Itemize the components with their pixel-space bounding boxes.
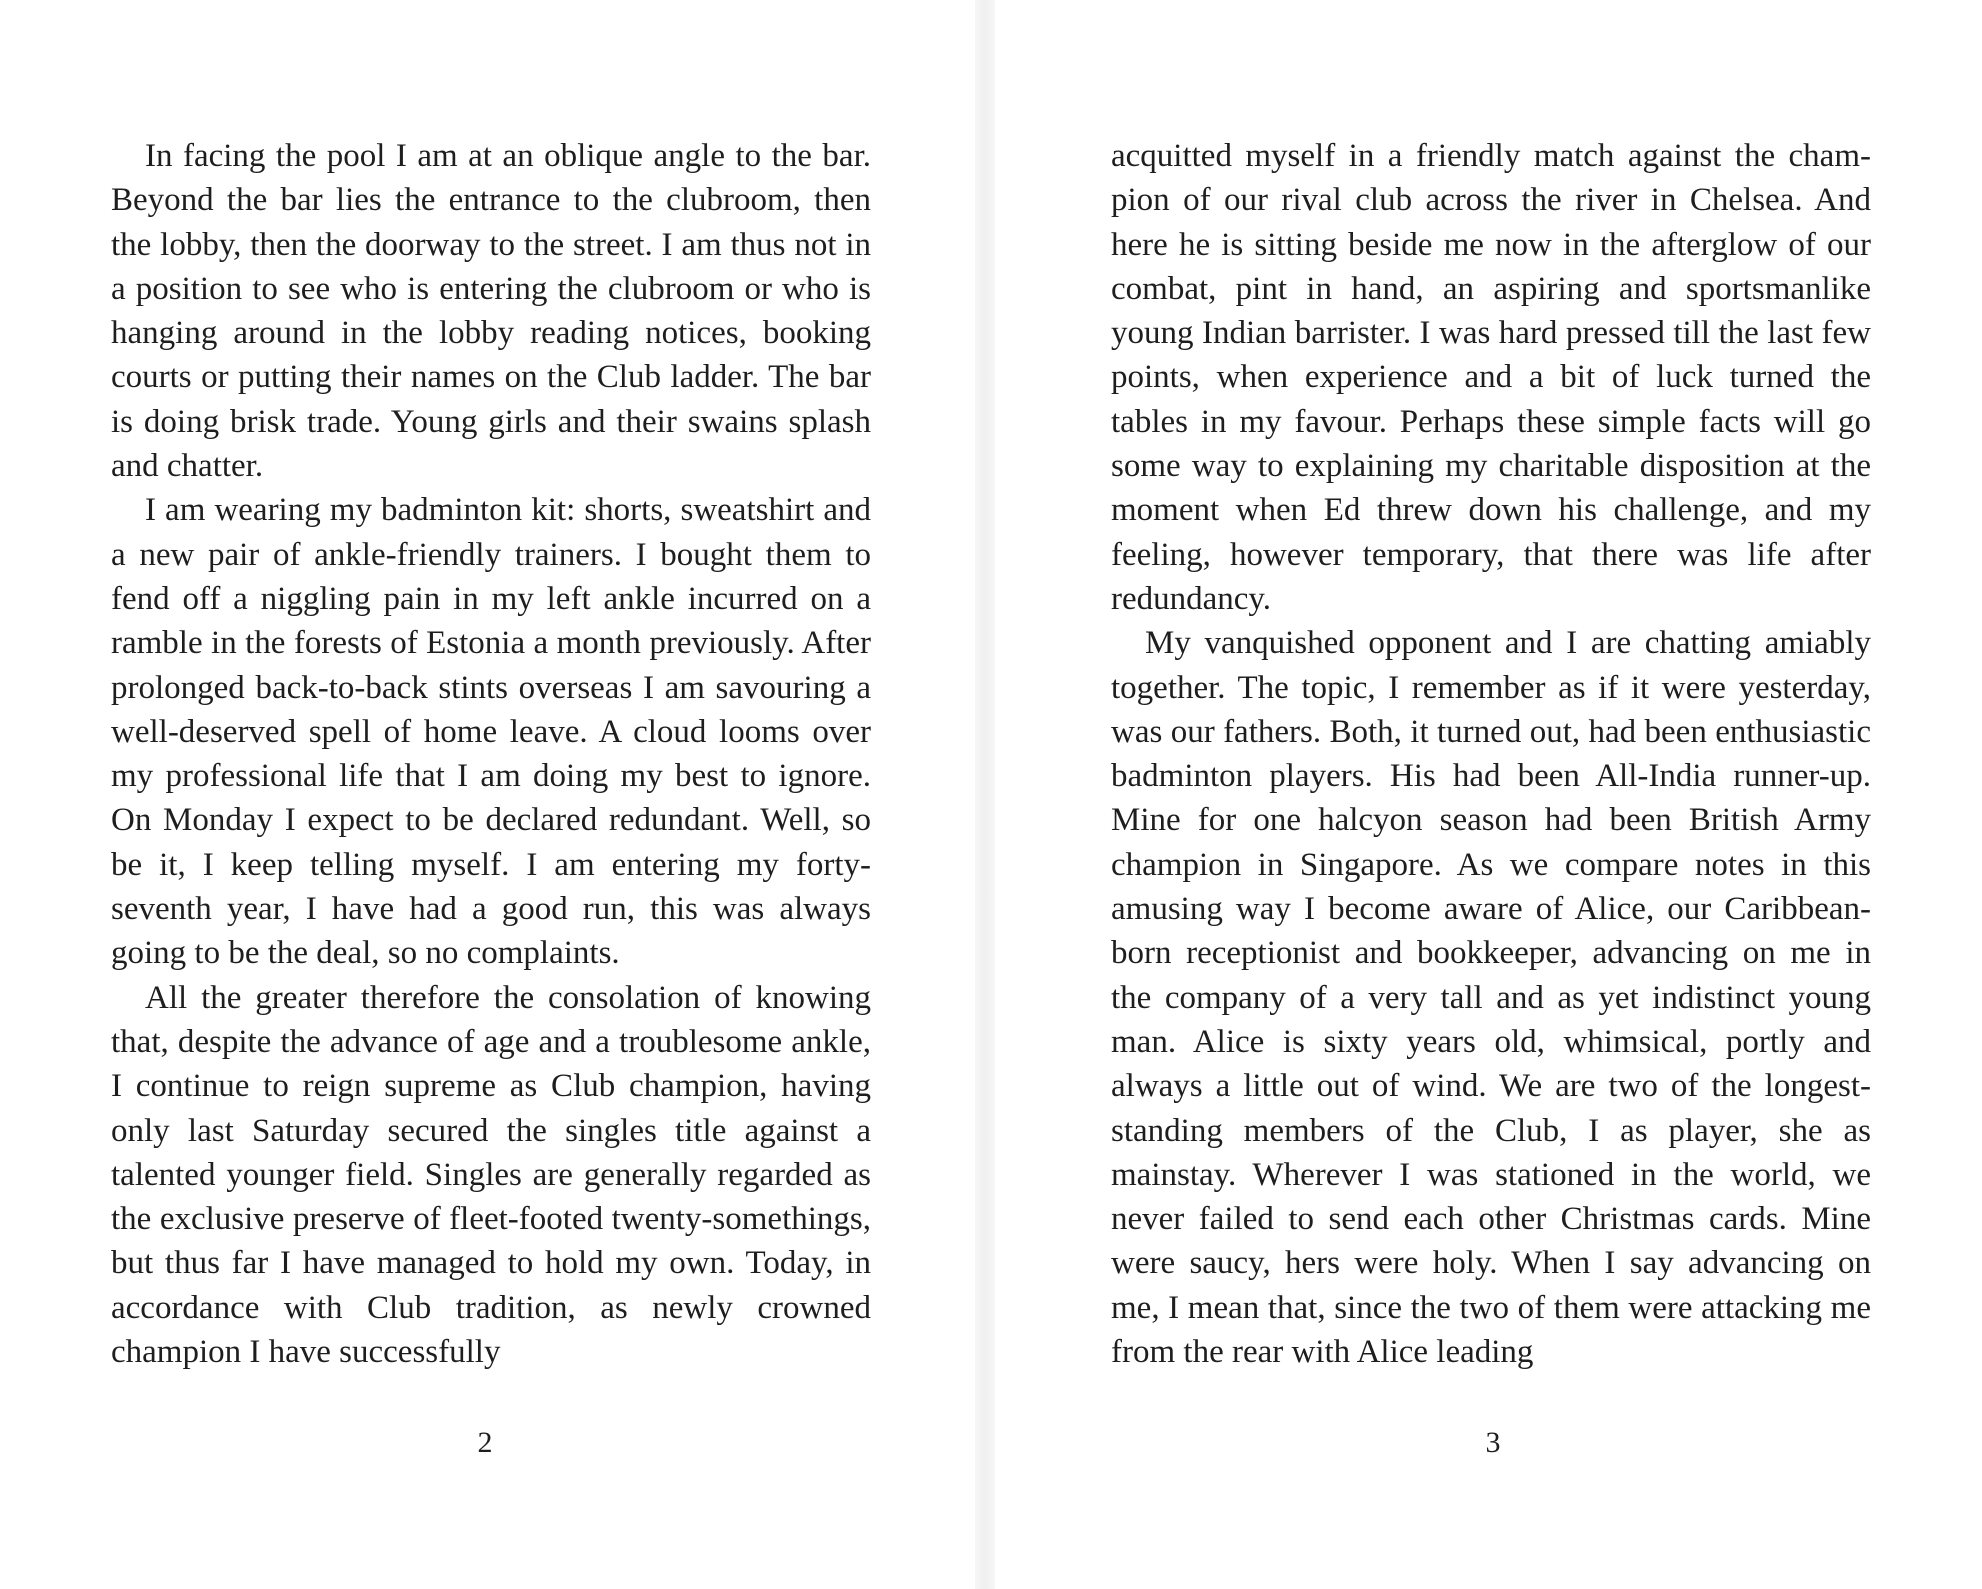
paragraph: In facing the pool I am at an oblique angle to the bar. Beyond the bar lies the entrance to the clubroom, then the lobby, then the doorway to the street. I am thus not in a position to see who is entering the clubroom or who is hanging around in the lobby reading notices, booking courts or putting their names on the Club ladder. The bar is doing brisk trade. Young girls and their swains splash and chatter. <box>111 138 871 485</box>
paragraph: I am wearing my badminton kit: shorts, sweatshirt and a new pair of ankle-friendly trainers. I bought them to fend off a niggling pain in my left ankle incurred on a ramble in the forests of Estonia a month previously. After prolonged back-to-back stints overseas I am savouring a well-deserved spell of home leave. A cloud looms over my professional life that I am doing my best to ignore. On Monday I expect to be declared redundant. Well, so be it, I keep telling myself. I am entering my forty-seventh year, I have had a good run, this was always going to be the deal, so no complaints. <box>111 492 871 972</box>
left-page-text <box>111 134 871 1374</box>
paragraph-continuation: acquitted myself in a friendly match against the champion of our rival club across the river in Chelsea. And here he is sitting beside me now in the afterglow of our combat, pint in hand, an aspiring and sportsmanlike young Indian barrister. I was hard pressed till the last few points, when experience and a bit of luck turned the tables in my favour. Perhaps these simple facts will go some way to explaining my charitable disposition at the moment when Ed threw down his challenge, and my feeling, however temporary, that there was life after redundancy. <box>1111 138 1871 617</box>
paragraph: All the greater therefore the consolation of knowing that, despite the advance of age and a troublesome ankle, I continue to reign supreme as Club champion, having only last Saturday secured the singles title against a talented younger field. Singles are generally regarded as the exclusive preserve of fleet-footed twenty-somethings, but thus far I have managed to hold my own. Today, in accordance with Club tradition, as newly crowned champion I have successfully <box>111 979 871 1371</box>
paragraph: My vanquished opponent and I are chatting amiably together. The topic, I remember as if it were yesterday, was our fathers. Both, it turned out, had been enthusiastic badminton players. His had been All-India runner-up. Mine for one halcyon season had been British Army champion in Singapore. As we compare notes in this amusing way I become aware of Alice, our Caribbean-born receptionist and bookkeeper, advancing on me in the company of a very tall and as yet indistinct young man. Alice is sixty years old, whimsical, portly and always a little out of wind. We are two of the longest-standing members of the Club, I as player, she as mainstay. Wherever I was stationed in the world, we never failed to send each other Christmas cards. Mine were saucy, hers were holy. When I say advancing on me, I mean that, since the two of them were attacking me from the rear with Alice leading <box>1111 625 1871 1371</box>
right-page <box>995 0 1982 1589</box>
page-number: 3 <box>1485 1426 1501 1459</box>
page-number: 2 <box>477 1426 493 1459</box>
book-gutter <box>975 0 995 1589</box>
right-page-text <box>1111 134 1871 1374</box>
left-page <box>0 0 975 1589</box>
